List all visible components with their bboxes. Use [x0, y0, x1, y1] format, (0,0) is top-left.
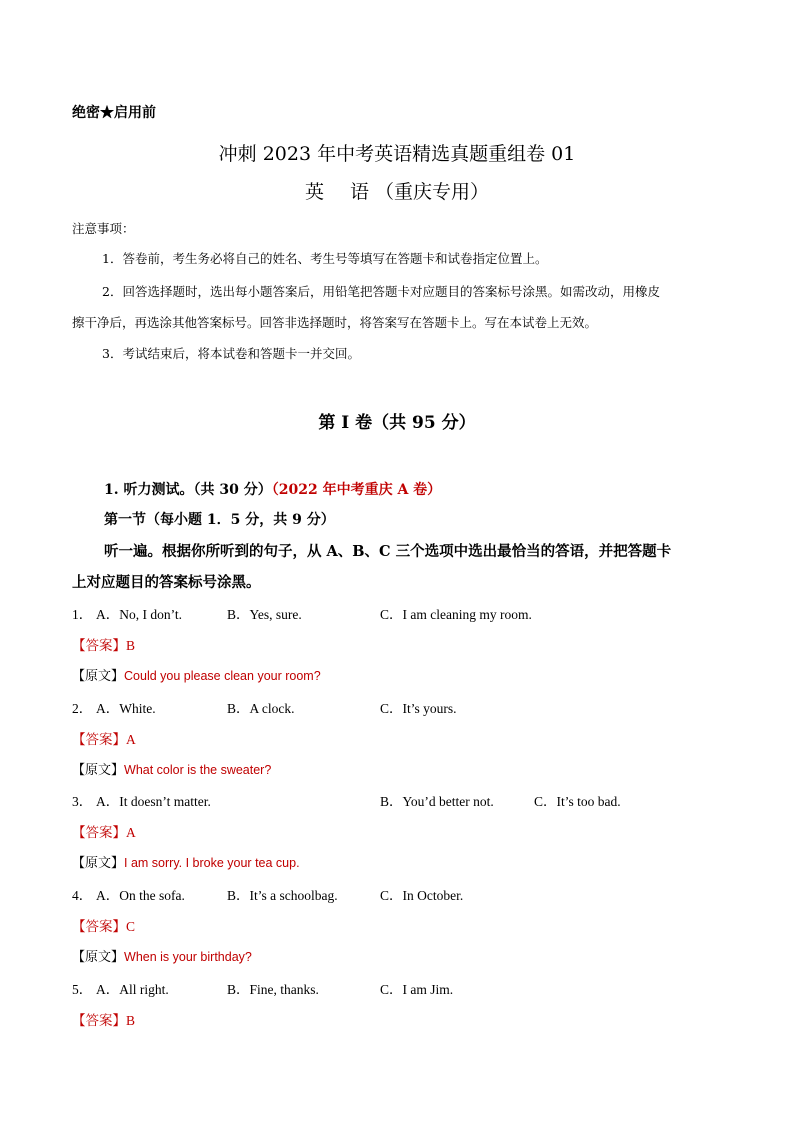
section-title: [104, 479, 441, 499]
answer-value: B: [126, 1013, 136, 1028]
answer-label: 【答案】: [72, 638, 126, 654]
notice-item: 3．考试结束后，将本试卷和答题卡一并交回。: [102, 346, 360, 361]
answer-label: 【答案】: [72, 919, 126, 935]
option-b: B．Yes, sure.: [227, 607, 302, 622]
original-text: What color is the sweater?: [124, 763, 272, 777]
question-number: 3．: [72, 794, 93, 809]
part-title: 第 I 卷（共 95 分）: [318, 413, 476, 433]
confidential-label: 绝密★启用前: [72, 105, 156, 121]
question-number: 1．: [72, 607, 93, 622]
notice-item: 擦干净后，再选涂其他答案标号。回答非选择题时，将答案写在答题卡上。写在本试卷上无效。: [72, 315, 598, 330]
answer-line: [72, 915, 135, 935]
original-label: 【原文】: [72, 669, 125, 684]
original-label: 【原文】: [72, 856, 125, 871]
answer-line: [72, 1009, 135, 1029]
original-text: I am sorry. I broke your tea cup.: [124, 856, 300, 870]
original-line: [72, 946, 252, 965]
option-c: C．It’s too bad.: [534, 794, 621, 809]
option-a: A．On the sofa.: [96, 888, 185, 903]
question-number: 2．: [72, 701, 93, 716]
option-c: C．I am Jim.: [380, 982, 454, 997]
answer-label: 【答案】: [72, 1013, 126, 1029]
option-a: A．White.: [96, 701, 156, 716]
answer-label: 【答案】: [72, 825, 126, 841]
option-c: C．I am cleaning my room.: [380, 607, 532, 622]
answer-label: 【答案】: [72, 732, 126, 748]
section-instruction: 上对应题目的答案标号涂黑。: [72, 574, 261, 591]
original-label: 【原文】: [72, 950, 125, 965]
option-a: A．No, I don’t.: [96, 607, 182, 622]
answer-value: C: [126, 919, 136, 934]
original-label: 【原文】: [72, 763, 125, 778]
section-title-text: 1. 听力测试。（共 30 分）: [104, 482, 272, 498]
answer-line: [72, 821, 136, 841]
option-c: C．In October.: [380, 888, 464, 903]
answer-value: A: [126, 825, 136, 840]
original-line: [72, 852, 300, 871]
answer-line: [72, 634, 135, 654]
original-text: When is your birthday?: [124, 950, 252, 964]
exam-title: 冲刺 2023 年中考英语精选真题重组卷 01: [218, 143, 576, 165]
option-b: B．It’s a schoolbag.: [227, 888, 338, 903]
section-instruction: 听一遍。根据你所听到的句子，从 A、B、C 三个选项中选出最恰当的答语，并把答题卡: [104, 543, 672, 560]
option-a: A．It doesn’t matter.: [96, 794, 211, 809]
subject-note: （重庆专用）: [375, 181, 490, 203]
original-line: [72, 759, 271, 778]
answer-value: B: [126, 638, 136, 653]
option-b: B．You’d better not.: [380, 794, 494, 809]
section-source: （2022 年中考重庆 A 卷）: [271, 482, 442, 498]
answer-line: [72, 728, 136, 748]
question-number: 4．: [72, 888, 93, 903]
original-line: [72, 665, 321, 684]
question-number: 5．: [72, 982, 93, 997]
notice-item: 1．答卷前，考生务必将自己的姓名、考生号等填写在答题卡和试卷指定位置上。: [102, 251, 548, 266]
section-subtitle: 第一节（每小题 1．5 分，共 9 分）: [104, 512, 335, 528]
notice-item: 2．回答选择题时，选出每小题答案后，用铅笔把答题卡对应题目的答案标号涂黑。如需改动，用橡皮: [102, 284, 660, 299]
answer-value: A: [126, 732, 136, 747]
notice-heading: 注意事项：: [72, 221, 135, 236]
option-b: B．Fine, thanks.: [227, 982, 319, 997]
subject-name: 英 语: [304, 181, 380, 203]
option-c: C．It’s yours.: [380, 701, 457, 716]
option-b: B．A clock.: [227, 701, 295, 716]
exam-subtitle: [0, 177, 794, 204]
option-a: A．All right.: [96, 982, 169, 997]
original-text: Could you please clean your room?: [124, 669, 321, 683]
